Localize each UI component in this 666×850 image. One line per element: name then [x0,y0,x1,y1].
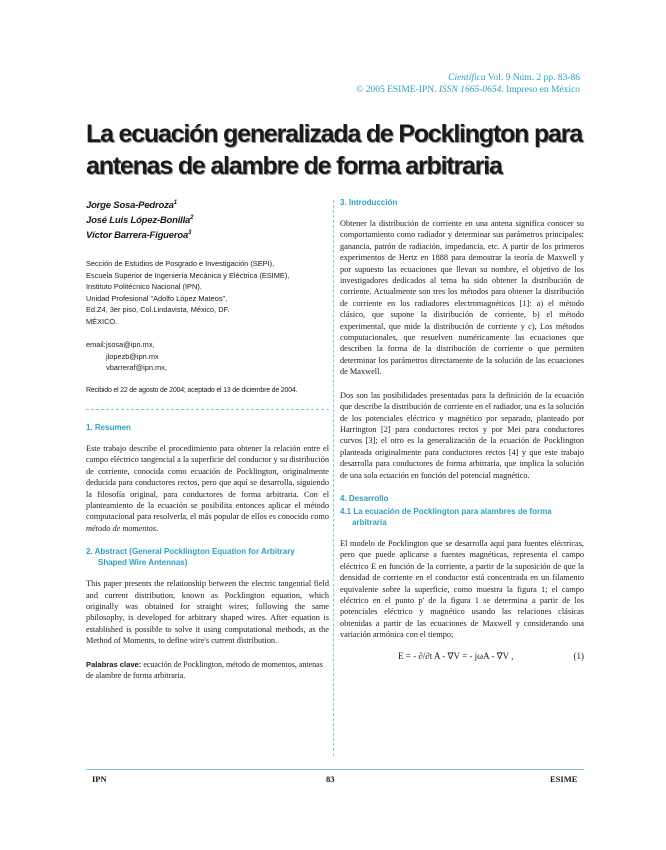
email-label: email: [86,340,106,350]
introduccion-paragraph-1: Obtener la distribución de corriente en una antena significa conocer su comportamiento como radiador y determinar sus parámetros principales: ganancia, patrón de radiación, impedancia, etc. A partir de los primeros experimentos de Hertz en 1888 para demostrar la teoría de Maxwell y por supuesto las ecuaciones que llevan su nombre, el objetivo de los investigadores dedicados al tema ha sido obtener la distribución de corriente. Actualmente son tres los métodos para obtener la distribución de corriente en los radiadores electromagnéticos [1]: a) el método clásico, que supone la distribución de corriente, b) el método experimental, que mide la distribución de corriente y c), Los métodos computacionales, que resuelven numéricamente las ecuaciones que describen la forma de la distribución de corriente o que permiten determinar los parámetros directamente de la solución de las ecuaciones de Maxwell. [340,219,584,377]
resumen-heading: 1. Resumen [86,422,131,432]
left-column [86,197,329,681]
desarrollo-subheading-line-2: arbitraria [352,517,387,527]
journal-issn: ISSN 1665-0654. [438,85,504,95]
footer-left: IPN [92,774,107,784]
author-name: Jorge Sosa-Pedroza [86,200,174,212]
author-name: Víctor Barrera-Figueroa [86,230,189,242]
introduccion-heading: 3. Introducción [340,198,398,207]
resumen-emphasis: método de momentos [86,523,157,533]
email-address[interactable]: jlopezb@ipn.mx [106,351,159,361]
paper-title [86,118,586,182]
title-line-2: antenas de alambre de forma arbitraria [86,152,502,180]
journal-printed: Impreso en México [506,85,580,95]
equation-number: (1) [573,650,584,661]
keywords-text: ecuación de Pocklington, método de momentos, antenas de alambre de forma arbitraria. [86,659,323,680]
journal-header [356,72,580,96]
abstract-text: This paper presents the relationship between the electric tangential field and current distribution, known as Pocklington equation, which originally was obtained for straight wires; following the same philosophy, is developed for arbitrary shaped wires. After equation is established is possible to solve it using computational methods, as the Method of Moments, to define wire's current distribution. [86,579,329,646]
column-divider [333,200,334,756]
affiliation-line: Unidad Profesional "Adolfo López Mateos", [86,293,228,303]
resumen-body: Este trabajo describe el procedimiento para obtener la relación entre el campo eléctrico tangencial a la superficie del conductor y su distribución de corriente, conocida como ecuación de Pocklington, originalmente deducida para conductores rectos, pero que aquí se desarrolla, siguiendo la filosofía original, para conductores de forma arbitraria. Con el planteamiento de la ecuación se posibilita entonces aplicar el método computacional para resolverla, el más popular de ellos es conocido como [86,443,329,522]
author-name: José Luis López-Bonilla [86,215,191,227]
author-2 [86,212,329,227]
abstract-heading [86,546,329,568]
author-3 [86,227,329,242]
resumen-text [86,443,329,534]
journal-volume: Vol. 9 Núm. 2 pp. 83-86 [487,73,580,83]
email-address[interactable]: vbarreraf@ipn.mx, [106,363,167,373]
journal-name: Científica [448,73,486,83]
journal-copyright: © 2005 ESIME-IPN. [356,85,437,95]
keywords-label: Palabras clave: [86,659,142,669]
email-block [86,339,329,374]
affiliation-line: MÉXICO. [86,316,118,326]
footer-right: ESIME [550,774,578,784]
footer-rule [86,769,584,770]
author-sup: 3 [188,230,192,237]
desarrollo-paragraph-1: El modelo de Pocklington que se desarrolla aquí para fuentes eléctricas, pero que puede aplicarse a fuentes magnéticas, representa el campo eléctrico E en función de la corriente, a partir de la suposición de que la densidad de corriente en el conductor está concentrada en un filamento equivalente sobre la superficie, como muestra la figura 1; el campo eléctrico en el punto p' de la figura 1 se determina a partir de los potenciales eléctrico y magnético usando las relaciones clásicas obtenidas a partir de las ecuaciones de Maxwell y considerando una variación armónica con el tiempo; [340,538,584,640]
desarrollo-heading: 4. Desarrollo [340,493,389,503]
affiliation-line: Sección de Estudios de Posgrado e Investigación (SEPI), [86,259,275,269]
received-date: Recibido el 22 de agosto de 2004; aceptado el 13 de diciembre de 2004. [86,386,298,394]
desarrollo-subheading [340,506,584,528]
abstract-heading-line-2: Shaped Wire Antennas) [98,558,188,568]
author-sup: 2 [190,215,194,222]
title-line-1: La ecuación generalizada de Pocklington para [86,120,582,148]
resumen-end: . [156,523,159,533]
equation-1 [340,645,584,667]
author-sup: 1 [173,200,177,206]
email-address[interactable]: jsosa@ipn.mx, [106,340,155,350]
affiliation-line: Instituto Politécnico Nacional (IPN). [86,282,202,292]
page-number: 83 [326,774,335,784]
introduccion-paragraph-2: Dos son las posibilidades presentadas para la definición de la ecuación que describe la distribución de corriente en el radiador, una es la solución de los potenciales eléctrico y magnético por separado, planteado por Harrington [2] para conductores rectos y por Mei para conductores curvos [3]; el otro es la generalización de la ecuación de Pocklington planteada originalmente para conductores rectos [4] y que este trabajo desarrolla para conductores de forma arbitraria, que implica la solución de una sola ecuación en función del potencial magnético. [340,390,584,480]
author-1 [86,197,329,212]
desarrollo-subheading-line-1: 4.1 La ecuación de Pocklington para alambres de forma [340,506,552,516]
equation-expression: E = - ∂/∂t A - ∇V = - jωA - ∇V , [398,650,514,661]
keywords [86,659,329,681]
right-column [340,197,584,667]
section-divider [86,409,329,410]
affiliation [86,258,329,327]
affiliation-line: Escuela Superior de Ingeniería Mecánica y Eléctrica (ESIME), [86,270,290,280]
affiliation-line: Ed.Z4, 3er piso, Col.Lindavista, México, DF. [86,305,230,315]
abstract-heading-line-1: 2. Abstract (General Pocklington Equation for Arbitrary [86,547,295,557]
